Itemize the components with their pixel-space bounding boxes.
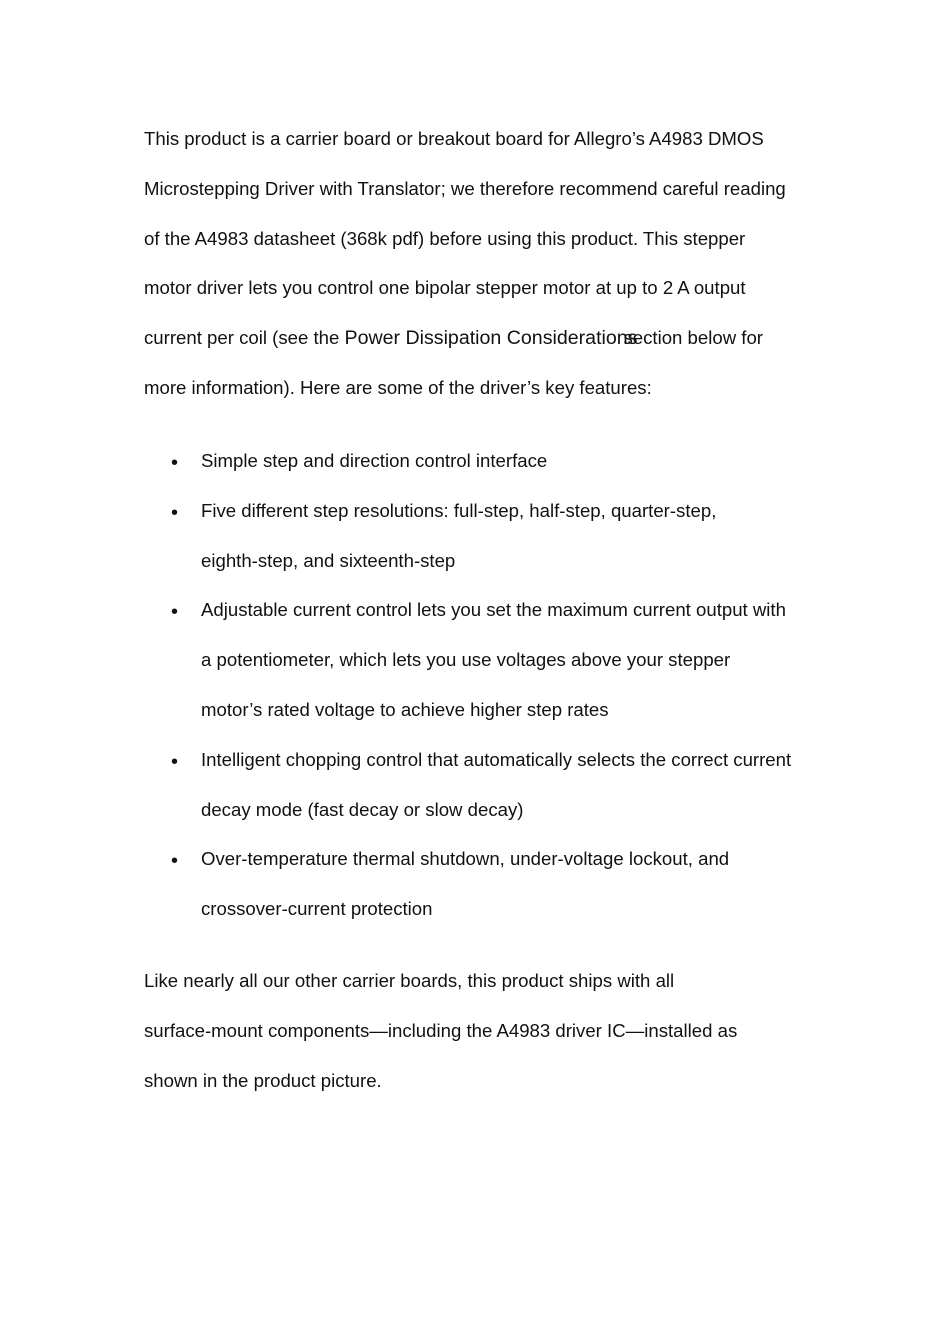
- outro-line: surface-mount components—including the A4983 driver IC—installed as: [144, 1019, 738, 1041]
- bullet-icon: •: [171, 750, 179, 773]
- feature-line: Simple step and direction control interface: [201, 450, 548, 471]
- outro-line: Like nearly all our other carrier boards, this product ships with all: [144, 970, 675, 991]
- feature-line: motor’s rated voltage to achieve higher step rates: [201, 698, 609, 720]
- bullet-icon: •: [171, 501, 179, 524]
- feature-line: Five different step resolutions: full-step, half-step, quarter-step,: [201, 499, 717, 521]
- list-item: [144, 436, 844, 486]
- intro-line: This product is a carrier board or breakout board for Allegro’s A4983 DMOS: [144, 128, 764, 149]
- feature-line: Over-temperature thermal shutdown, under-voltage lockout, and: [201, 848, 730, 870]
- intro-line: more information). Here are some of the driver’s key features:: [144, 376, 652, 398]
- feature-line: Adjustable current control lets you set the maximum current output with: [201, 599, 786, 621]
- intro-paragraph: [144, 114, 824, 413]
- feature-line: a potentiometer, which lets you use voltages above your stepper: [201, 649, 731, 671]
- bullet-icon: •: [171, 850, 179, 873]
- list-item: [144, 735, 844, 835]
- list-item: [144, 585, 844, 734]
- feature-line: decay mode (fast decay or slow decay): [201, 798, 524, 820]
- bullet-icon: •: [171, 601, 179, 624]
- intro-line: Microstepping Driver with Translator; we therefore recommend careful reading: [144, 177, 786, 199]
- feature-line: crossover-current protection: [201, 898, 433, 920]
- features-list: [144, 436, 844, 934]
- feature-line: eighth-step, and sixteenth-step: [201, 549, 456, 571]
- outro-line: shown in the product picture.: [144, 1069, 382, 1091]
- bullet-icon: •: [171, 452, 179, 474]
- list-item: [144, 834, 844, 934]
- list-item: [144, 486, 844, 586]
- intro-line: of the A4983 datasheet (368k pdf) before using this product. This stepper: [144, 227, 746, 249]
- intro-line: motor driver lets you control one bipolar stepper motor at up to 2 A output: [144, 277, 746, 299]
- outro-paragraph: [144, 956, 824, 1105]
- intro-text: current per coil (see the: [144, 327, 345, 349]
- intro-line: [144, 313, 824, 363]
- power-dissipation-link[interactable]: Power Dissipation Considerations: [344, 327, 638, 350]
- intro-text: section below for: [623, 327, 763, 349]
- feature-line: Intelligent chopping control that automatically selects the correct current: [201, 748, 792, 770]
